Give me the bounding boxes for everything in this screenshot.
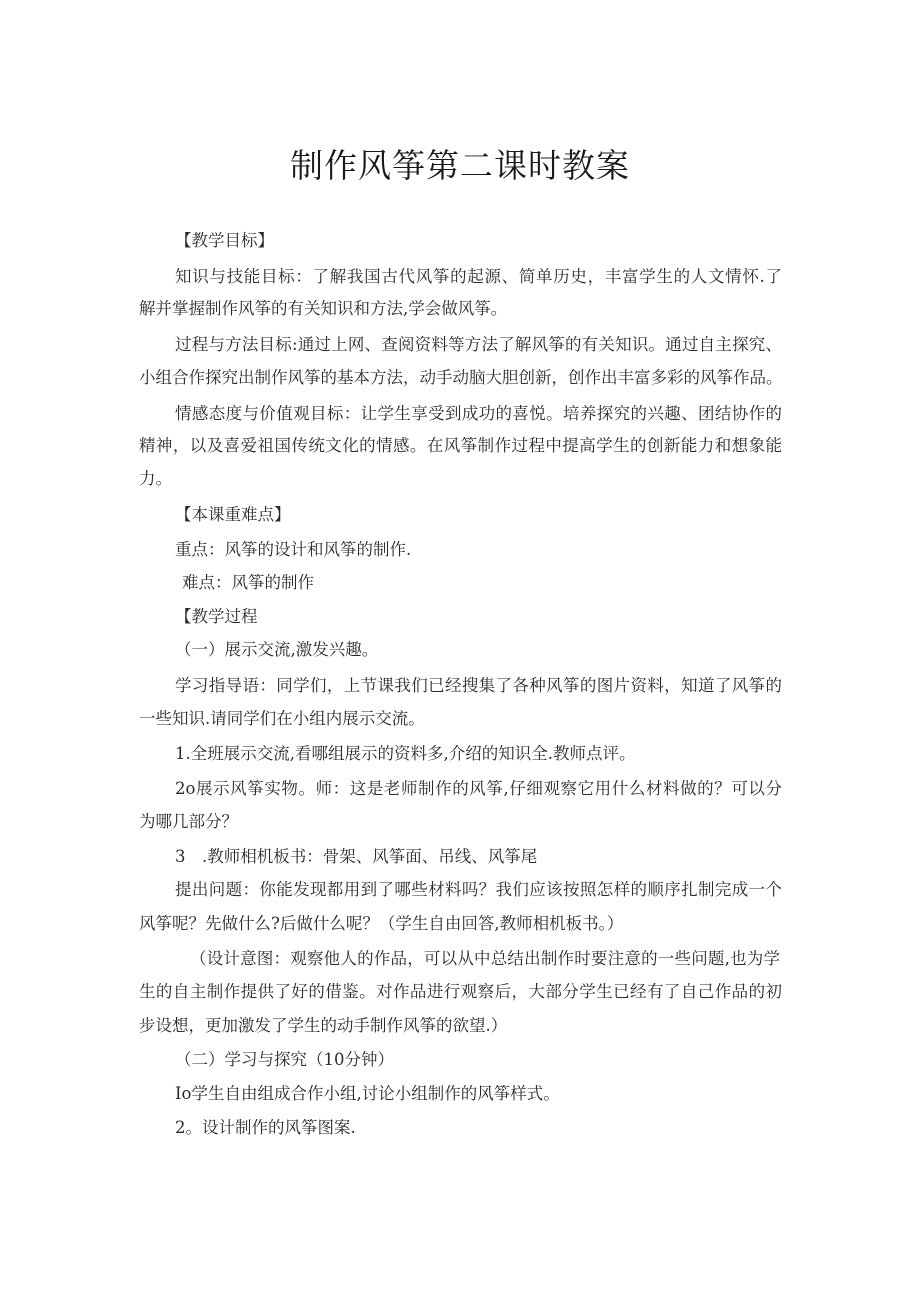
paragraph-line: 精神，以及喜爱祖国传统文化的情感。在风筝制作过程中提高学生的创新能力和想象能 <box>139 436 782 455</box>
paragraph-line: 为哪几部分？ <box>139 812 238 831</box>
subsection-heading: （二）学习与探究（10分钟） <box>175 1050 394 1069</box>
subsection-heading: （一）展示交流,激发兴趣。 <box>175 640 379 659</box>
paragraph-line: 生的自主制作提供了好的借鉴。对作品进行观察后，大部分学生已经有了自己作品的初 <box>139 982 782 1001</box>
list-item: 1.全班展示交流,看哪组展示的资料多,介绍的知识全.教师点评。 <box>175 744 636 763</box>
paragraph-line: 情感态度与价值观目标：让学生享受到成功的喜悦。培养探究的兴趣、团结协作的 <box>175 404 782 423</box>
paragraph-line: （设计意图：观察他人的作品，可以从中总结出制作时要注意的一些问题,也为学 <box>190 949 780 968</box>
paragraph-line: 知识与技能目标：了解我国古代风筝的起源、简单历史，丰富学生的人文情怀.了 <box>175 267 782 286</box>
section-heading-process: 【教学过程 <box>175 607 258 626</box>
paragraph-line: 步设想，更加激发了学生的动手制作风筝的欲望.） <box>139 1016 508 1035</box>
paragraph-line: 学习指导语：同学们，上节课我们已经搜集了各种风筝的图片资料，知道了风筝的 <box>175 676 782 695</box>
list-item: Io学生自由组成合作小组,讨论小组制作的风筝样式。 <box>175 1084 560 1103</box>
list-item: 3 .教师相机板书：骨架、风筝面、吊线、风筝尾 <box>175 847 538 866</box>
document-title: 制作风筝第二课时教案 <box>290 146 630 185</box>
paragraph-line: 解并掌握制作风筝的有关知识和方法,学会做风筝。 <box>139 299 508 318</box>
list-item: 2。设计制作的风筝图案. <box>175 1118 356 1137</box>
paragraph-line: 力。 <box>139 469 172 488</box>
paragraph-line: 重点：风筝的设计和风筝的制作. <box>175 540 412 559</box>
section-heading-key-points: 【本课重难点】 <box>175 505 291 524</box>
paragraph-line: 难点：风筝的制作 <box>182 573 314 592</box>
paragraph-line: 过程与方法目标:通过上网、查阅资料等方法了解风筝的有关知识。通过自主探究、 <box>175 335 782 354</box>
paragraph-line: 风筝呢？先做什么?后做什么呢？（学生自由回答,教师相机板书。） <box>139 914 624 933</box>
paragraph-line: 一些知识.请同学们在小组内展示交流。 <box>139 709 425 728</box>
section-heading-objectives: 【教学目标】 <box>175 231 274 250</box>
paragraph-line: 提出问题：你能发现都用到了哪些材料吗？我们应该按照怎样的顺序扎制完成一个 <box>175 880 782 899</box>
list-item: 2o展示风筝实物。师：这是老师制作的风筝,仔细观察它用什么材料做的？可以分 <box>175 779 782 798</box>
paragraph-line: 小组合作探究出制作风筝的基本方法，动手动脑大胆创新，创作出丰富多彩的风筝作品。 <box>139 368 783 387</box>
